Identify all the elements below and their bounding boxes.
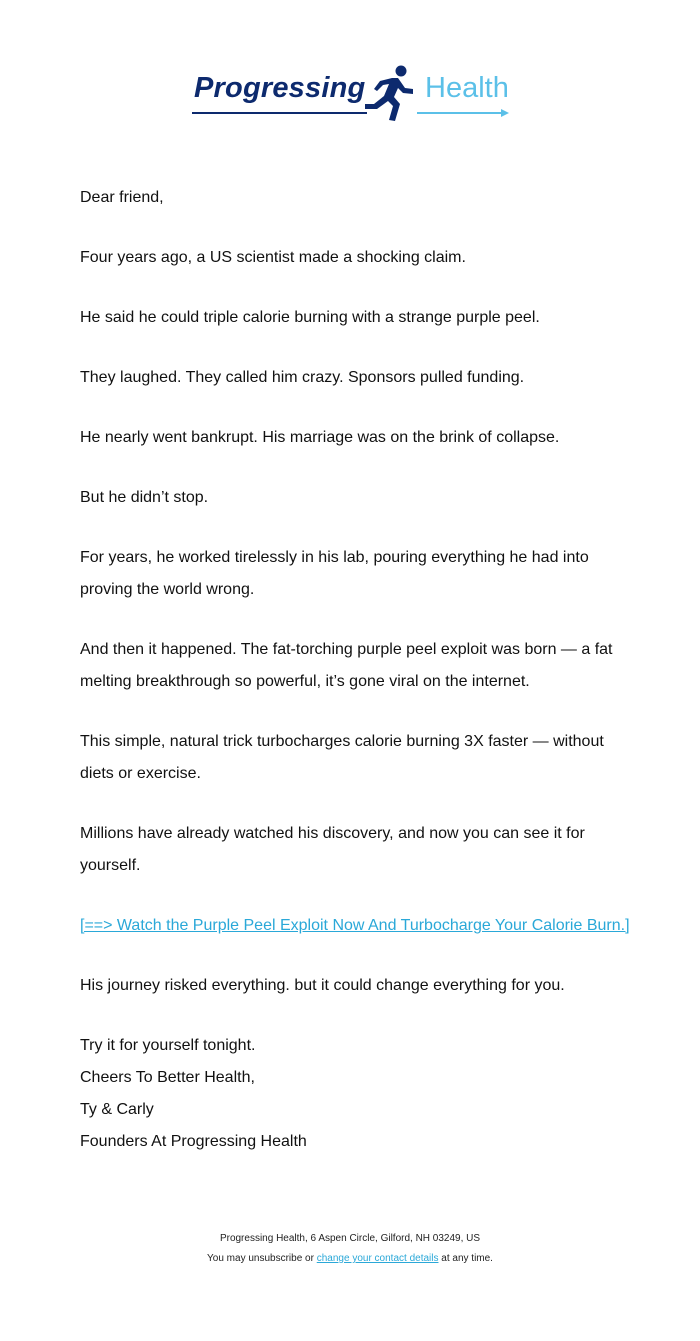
brand-name-part1: Progressing — [194, 72, 366, 104]
cta-paragraph — [80, 910, 640, 942]
paragraph: He nearly went bankrupt. His marriage was on the brink of collapse. — [80, 429, 560, 446]
cta-link[interactable]: [==> Watch the Purple Peel Exploit Now And Turbocharge Your Calorie Burn.] — [80, 917, 630, 934]
signoff-line: Try it for yourself tonight. — [80, 1037, 256, 1054]
change-contact-details-link[interactable]: change your contact details — [316, 1253, 439, 1264]
paragraph: Millions have already watched his discovery, and now you can see it for yourself. — [80, 825, 585, 874]
signoff-line: Ty & Carly — [80, 1101, 154, 1118]
unsubscribe-prefix: You may unsubscribe or — [207, 1253, 314, 1264]
signoff-line: Founders At Progressing Health — [80, 1133, 307, 1150]
footer-address: Progressing Health, 6 Aspen Circle, Gilford, NH 03249, US — [219, 1233, 481, 1244]
paragraph: They laughed. They called him crazy. Sponsors pulled funding. — [80, 369, 525, 386]
paragraph: This simple, natural trick turbocharges calorie burning 3X faster — without diets or exercise. — [80, 733, 604, 782]
greeting: Dear friend, — [80, 189, 164, 206]
paragraph: And then it happened. The fat-torching purple peel exploit was born — a fat melting breakthrough so powerful, it’s gone viral on the internet. — [80, 641, 613, 690]
signoff — [80, 1030, 640, 1158]
paragraph: For years, he worked tirelessly in his lab, pouring everything he had into proving the world wrong. — [80, 549, 589, 598]
arrow-line-icon — [192, 108, 510, 118]
email-body — [80, 182, 640, 1158]
unsubscribe-suffix: at any time. — [441, 1253, 493, 1264]
paragraph: Four years ago, a US scientist made a shocking claim. — [80, 249, 466, 266]
paragraph: But he didn’t stop. — [80, 489, 209, 506]
paragraph: He said he could triple calorie burning with a strange purple peel. — [80, 309, 540, 326]
brand-logo[interactable] — [192, 62, 510, 126]
footer — [0, 1229, 700, 1269]
header — [0, 62, 700, 126]
signoff-line: Cheers To Better Health, — [80, 1069, 255, 1086]
brand-name-part2: Health — [425, 72, 509, 104]
closing-paragraph: His journey risked everything. but it could change everything for you. — [80, 977, 565, 994]
footer-unsubscribe — [0, 1249, 700, 1269]
